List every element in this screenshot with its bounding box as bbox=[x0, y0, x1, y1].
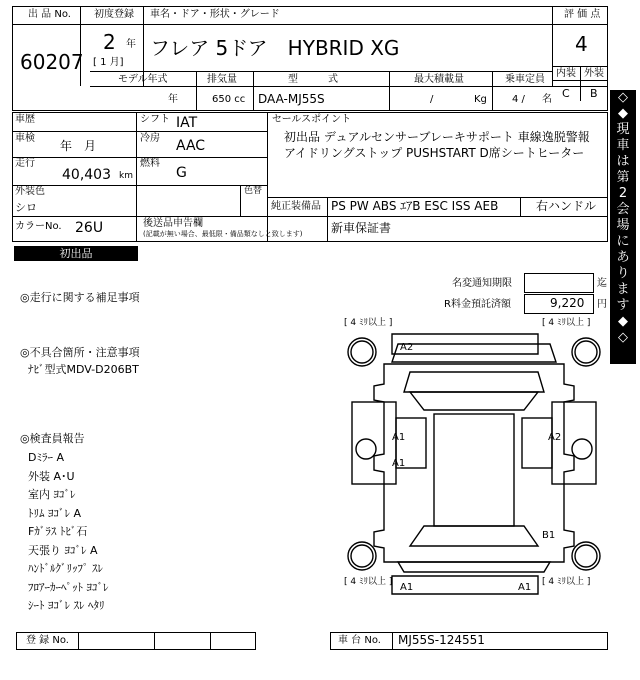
side-banner-char: ◆ bbox=[618, 106, 628, 121]
exterior-grade: B bbox=[590, 87, 598, 100]
vehicle-damage-diagram bbox=[338, 314, 610, 600]
post-install-note: (記載が無い場合、最低限・備品類なしと致します) bbox=[143, 230, 303, 238]
side-banner-char: ◇ bbox=[618, 330, 628, 345]
sales-point-line-2: アイドリングストップ PUSHSTART D席シートヒーター bbox=[284, 146, 585, 160]
model-year-label: モデル年式 bbox=[118, 74, 168, 85]
side-banner bbox=[610, 90, 636, 364]
side-banner-char: 現 bbox=[616, 122, 630, 137]
shift-value: IAT bbox=[176, 115, 198, 131]
recycle-unit: 円 bbox=[597, 299, 607, 310]
model-year-unit: 年 bbox=[168, 94, 178, 105]
defects-text: ﾅﾋﾞ型式MDV-D206BT bbox=[28, 363, 139, 376]
mileage-label: 走行 bbox=[15, 158, 35, 169]
car-name-label: 車名・ドア・形状・グレード bbox=[150, 9, 280, 20]
ac-value: AAC bbox=[176, 138, 206, 154]
chassis-number: MJ55S-124551 bbox=[398, 633, 485, 647]
lot-label: 出 品 No. bbox=[28, 9, 71, 20]
tire-depth-tr: [ 4 ﾐﾘ以上 ] bbox=[542, 318, 591, 328]
model-type: DAA-MJ55S bbox=[258, 92, 325, 106]
first-reg-year: 2 bbox=[103, 30, 116, 54]
lot-number: 60207 bbox=[20, 50, 84, 74]
inspector-line: ﾊﾝﾄﾞﾙｸﾞﾘｯﾌﾟ ｽﾚ bbox=[28, 562, 103, 575]
mark-a1-left-door: A1 bbox=[392, 432, 406, 443]
max-load: / bbox=[430, 94, 434, 105]
first-reg-label: 初度登録 bbox=[94, 9, 134, 20]
displacement: 650 cc bbox=[212, 94, 246, 105]
mark-a1-rear-right: A1 bbox=[518, 582, 532, 593]
interior-grade: C bbox=[562, 87, 570, 100]
max-load-label: 最大積載量 bbox=[414, 74, 464, 85]
color-no-label: カラーNo. bbox=[15, 221, 62, 232]
mark-a1-rear-left: A1 bbox=[400, 582, 414, 593]
side-banner-char: は bbox=[616, 154, 630, 169]
displacement-label: 排気量 bbox=[207, 74, 237, 85]
name-change-box bbox=[524, 273, 594, 293]
inspector-line: Dﾐﾗｰ A bbox=[28, 451, 64, 464]
mileage-unit: km bbox=[119, 171, 133, 181]
defects-label: ◎不具合箇所・注意事項 bbox=[20, 346, 140, 359]
name-change-unit: 迄 bbox=[597, 278, 607, 289]
inspector-line: 室内 ﾖｺﾞﾚ bbox=[28, 488, 76, 501]
mark-a2-front: A2 bbox=[400, 342, 414, 353]
mark-b1-rear: B1 bbox=[542, 530, 556, 541]
side-banner-char: す bbox=[616, 298, 630, 313]
side-banner-char: ◆ bbox=[618, 314, 628, 329]
type-label: 型 式 bbox=[288, 74, 338, 85]
sales-point-label: セールスポイント bbox=[272, 114, 352, 125]
interior-label: 内装 bbox=[556, 68, 576, 79]
mark-a2-right-door: A2 bbox=[548, 432, 562, 443]
inspector-line: 天張り ﾖｺﾞﾚ A bbox=[28, 543, 98, 557]
color-value: シロ bbox=[15, 201, 37, 214]
capacity-label: 乗車定員 bbox=[505, 74, 545, 85]
tire-depth-br: [ 4 ﾐﾘ以上 ] bbox=[542, 577, 591, 587]
eval-score: 4 bbox=[575, 32, 588, 56]
mark-a1-left-rear: A1 bbox=[392, 458, 406, 469]
inspector-line: ﾄﾘﾑ ﾖｺﾞﾚ A bbox=[28, 506, 82, 520]
side-banner-char: あ bbox=[616, 250, 630, 265]
mileage-value: 40,403 bbox=[62, 167, 111, 183]
first-reg-year-unit: 年 bbox=[126, 39, 136, 50]
history-label: 車歴 bbox=[15, 114, 35, 125]
first-reg-month: [ 1 月] bbox=[93, 57, 124, 68]
inspection-value: 年 月 bbox=[60, 139, 97, 153]
inspector-line: Fｶﾞﾗｽ ﾄﾋﾞ石 bbox=[28, 525, 88, 538]
equipment-items: PS PW ABS ｴｱB ESC ISS AEB bbox=[331, 199, 499, 213]
side-banner-char: 第 bbox=[616, 170, 630, 185]
sales-point-line-1: 初出品 デュアルセンサーブレーキサポート 車線逸脱警報 bbox=[284, 130, 590, 144]
tire-depth-tl: [ 4 ﾐﾘ以上 ] bbox=[344, 318, 393, 328]
inspector-label: ◎検査員報告 bbox=[20, 432, 85, 445]
side-banner-char: に bbox=[616, 234, 630, 249]
reg-label: 登 録 No. bbox=[26, 635, 69, 646]
max-load-unit: Kg bbox=[474, 94, 487, 105]
color-no-value: 26U bbox=[75, 220, 104, 236]
first-listing-tag bbox=[14, 246, 138, 261]
equipment-label: 純正装備品 bbox=[271, 201, 321, 212]
post-install-label: 後送品申告欄 bbox=[143, 218, 203, 229]
steering-side: 右ハンドル bbox=[536, 199, 597, 213]
ac-label: 冷房 bbox=[140, 133, 160, 144]
recolor-label: 色替 bbox=[244, 186, 263, 196]
capacity: 4 / bbox=[512, 94, 525, 105]
color-label: 外装色 bbox=[15, 186, 45, 197]
shift-label: シフト bbox=[140, 114, 170, 125]
side-banner-char: ◇ bbox=[618, 90, 628, 105]
fuel-label: 燃料 bbox=[140, 158, 160, 169]
inspector-line: ｼｰﾄ ﾖｺﾞﾚ ｽﾚ ﾍﾀﾘ bbox=[28, 599, 105, 612]
inspector-report-list bbox=[28, 449, 109, 616]
recycle-amount: 9,220 bbox=[550, 296, 585, 310]
fuel-value: G bbox=[176, 165, 187, 181]
side-banner-char: り bbox=[616, 266, 630, 281]
side-banner-char: 車 bbox=[616, 138, 630, 153]
car-name: フレア 5ドア HYBRID XG bbox=[150, 36, 400, 60]
new-car-warranty: 新車保証書 bbox=[331, 221, 392, 235]
side-banner-char: ま bbox=[616, 282, 630, 297]
inspection-label: 車検 bbox=[15, 133, 35, 144]
name-change-label: 名変通知期限 bbox=[452, 278, 512, 289]
eval-label: 評 価 点 bbox=[564, 9, 601, 20]
side-banner-char: 場 bbox=[616, 218, 630, 233]
side-banner-char: 会 bbox=[616, 202, 630, 217]
driving-notes-label: ◎走行に関する補足事項 bbox=[20, 291, 140, 304]
inspector-line: ﾌﾛｱｰｶｰﾍﾟｯﾄ ﾖｺﾞﾚ bbox=[28, 580, 109, 594]
inspector-line: 外装 A･U bbox=[28, 469, 75, 483]
tire-depth-bl: [ 4 ﾐﾘ以上 ] bbox=[344, 577, 393, 587]
capacity-unit: 名 bbox=[542, 94, 552, 105]
exterior-label: 外装 bbox=[584, 68, 604, 79]
side-banner-char: 2 bbox=[618, 186, 628, 201]
first-listing-text: 初出品 bbox=[59, 247, 93, 260]
recycle-label: R料金預託済額 bbox=[444, 299, 511, 310]
chassis-label: 車 台 No. bbox=[338, 635, 381, 646]
